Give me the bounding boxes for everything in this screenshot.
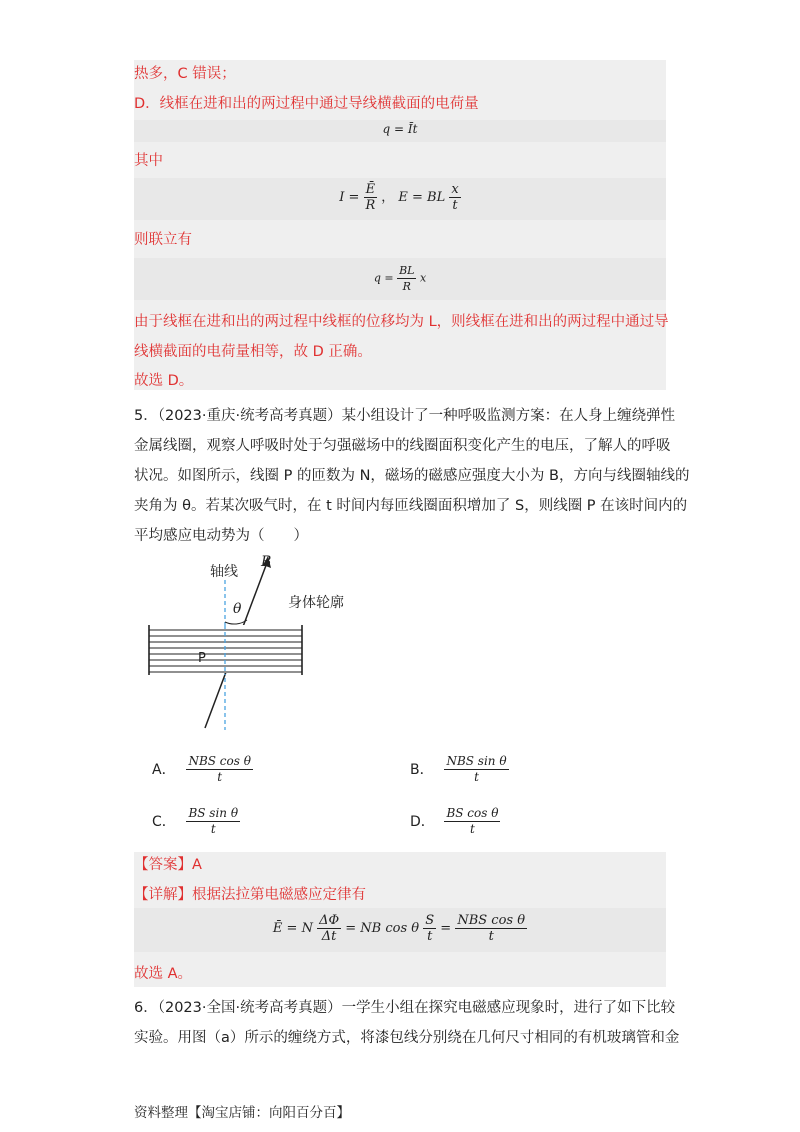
numerator: ΔΦ: [319, 913, 340, 928]
option-fraction: [186, 806, 240, 837]
solution-choose: 故选 D。: [134, 373, 194, 389]
coil-figure: [130, 550, 380, 735]
answer: 【答案】A: [134, 857, 202, 873]
option-b[interactable]: [410, 754, 509, 785]
denominator: t: [488, 929, 494, 944]
solution-line-zelian: 则联立有: [134, 232, 192, 248]
solution-conclusion-1: 由于线框在进和出的两过程中线框的位移均为 L，则线框在进和出的两过程中通过导: [134, 314, 669, 330]
b-label: B: [261, 554, 272, 570]
option-fraction: [186, 754, 253, 785]
body-outline-label: 身体轮廓: [288, 595, 344, 611]
denominator: t: [470, 822, 475, 836]
detail: 【详解】根据法拉第电磁感应定律有: [134, 887, 366, 903]
solution-conclusion-2: 线横截面的电荷量相等，故 D 正确。: [134, 344, 372, 360]
eq-text: =: [440, 921, 452, 936]
equation: [134, 263, 666, 294]
question-5-line: 平均感应电动势为（ ）: [134, 528, 308, 544]
axis-label: 轴线: [210, 564, 238, 580]
numerator: x: [451, 182, 459, 197]
numerator: BS cos θ: [446, 806, 499, 820]
numerator: S: [425, 913, 435, 928]
eq-text: q =: [373, 271, 394, 285]
denominator: t: [427, 929, 433, 944]
question-5-line: 夹角为 θ。若某次吸气时，在 t 时间内每匝线圈面积增加了 S，则线圈 P 在该时间内的: [134, 498, 688, 514]
option-label: A．: [152, 761, 176, 778]
option-fraction: [444, 754, 508, 785]
eq3-row: [134, 258, 666, 300]
question-5-line: 金属线圈，观察人呼吸时处于匀强磁场中的线圈面积变化产生的电压，了解人的呼吸: [134, 438, 671, 454]
eq-text: x: [419, 271, 427, 285]
numerator: NBS cos θ: [457, 913, 526, 928]
eq-text: E = BL: [398, 190, 446, 205]
eq-sep: ，: [381, 190, 395, 205]
eq-text: = NB cos θ: [345, 921, 420, 936]
numerator: NBS cos θ: [188, 754, 251, 768]
equation: [134, 913, 666, 944]
option-label: D．: [410, 813, 435, 830]
denominator: t: [217, 770, 223, 784]
numerator: BL: [399, 264, 415, 277]
footer: 资料整理【淘宝店铺：向阳百分百】: [134, 1105, 350, 1121]
choose-a: 故选 A。: [134, 966, 193, 982]
denominator: R: [402, 280, 411, 293]
option-fraction: [444, 806, 500, 837]
option-c[interactable]: [152, 806, 240, 837]
denominator: t: [210, 822, 216, 836]
solution-line-d: D．线框在进和出的两过程中通过导线横截面的电荷量: [134, 96, 479, 112]
numerator: BS sin θ: [188, 806, 239, 820]
eq4-row: [134, 908, 666, 952]
equation: [134, 182, 666, 213]
eq1-row: [134, 120, 666, 142]
denominator: t: [474, 770, 479, 784]
p-label: P: [198, 651, 206, 666]
fraction: [423, 913, 436, 944]
eq2-row: [134, 178, 666, 220]
option-a[interactable]: [152, 754, 253, 785]
solution-line-qizhong: 其中: [134, 153, 163, 169]
option-d[interactable]: [410, 806, 500, 837]
eq-text: Ē = N: [272, 921, 313, 936]
solution-line: 热多，C 错误；: [134, 66, 236, 82]
fraction: [317, 913, 341, 944]
fraction: [397, 263, 416, 294]
fraction: [455, 913, 527, 944]
equation: q = Īt: [382, 122, 418, 136]
question-5-line: 5．（2023·重庆·统考高考真题）某小组设计了一种呼吸监测方案：在人身上缠绕弹性: [134, 408, 676, 424]
fraction: [364, 182, 378, 213]
option-label: C．: [152, 813, 176, 830]
question-6-line: 6．（2023·全国·统考高考真题）一学生小组在探究电磁感应现象时，进行了如下比较: [134, 1000, 676, 1016]
denominator: t: [452, 198, 458, 213]
theta-label: θ: [233, 601, 242, 617]
numerator: NBS sin θ: [446, 754, 507, 768]
question-6-line: 实验。用图（a）所示的缠绕方式，将漆包线分别绕在几何尺寸相同的有机玻璃管和金: [134, 1030, 680, 1046]
option-label: B．: [410, 761, 434, 778]
numerator: Ē: [365, 182, 376, 197]
eq-text: I =: [339, 190, 360, 205]
question-5-line: 状况。如图所示，线圈 P 的匝数为 N，磁场的磁感应强度大小为 B，方向与线圈轴线的: [134, 468, 690, 484]
denominator: Δt: [321, 929, 337, 944]
fraction: [449, 182, 460, 213]
denominator: R: [365, 198, 376, 213]
